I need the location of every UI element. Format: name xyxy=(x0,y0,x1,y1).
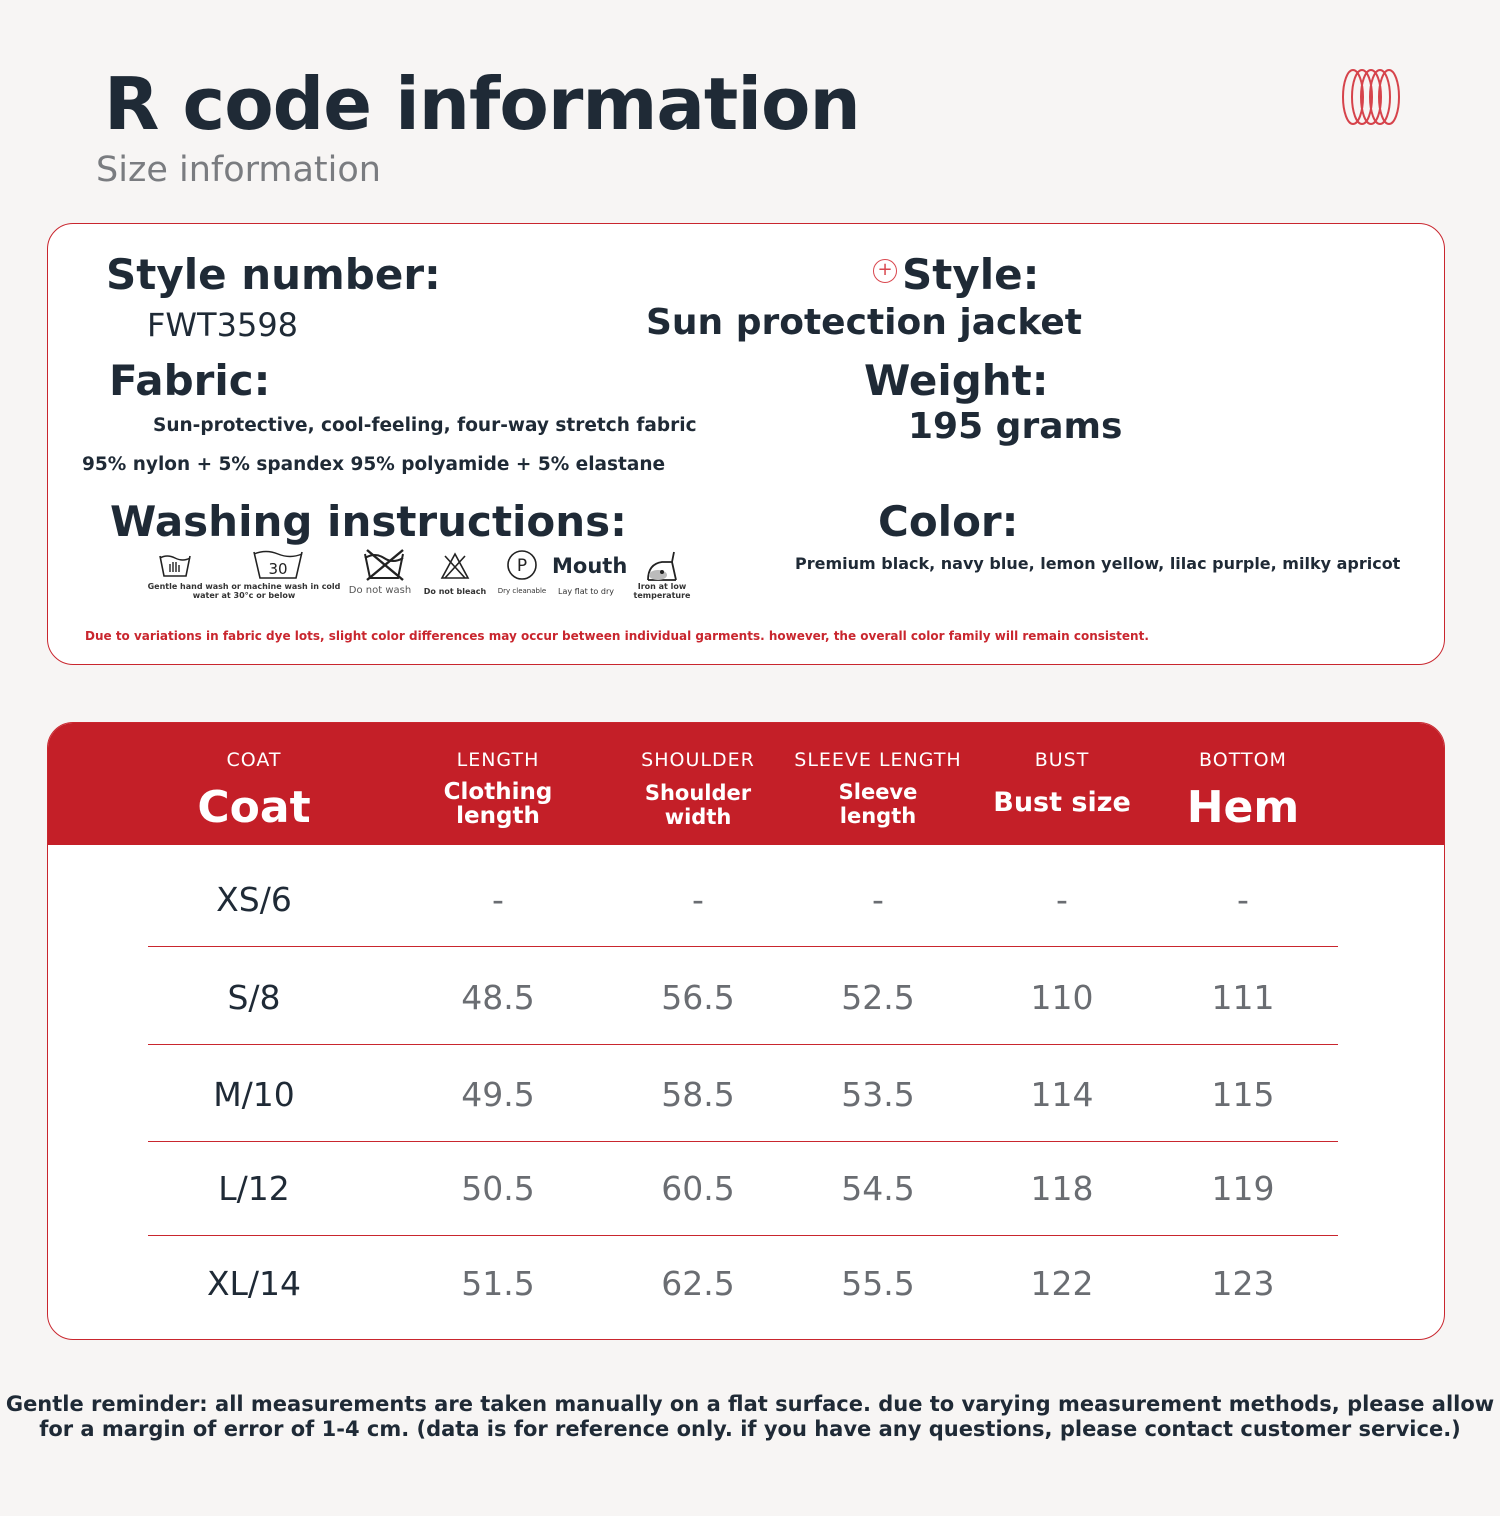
shoulder-cell: - xyxy=(692,880,704,919)
sleeve-cell: 55.5 xyxy=(841,1264,915,1303)
table-row xyxy=(148,1048,1338,1142)
dye-lot-disclaimer: Due to variations in fabric dye lots, slight color differences may occur between individual garments. however, the overall color family will remain consistent. xyxy=(85,629,1149,643)
hem-cell: 115 xyxy=(1211,1075,1275,1114)
hem-cell: - xyxy=(1237,880,1249,919)
col-header-en: LENGTH xyxy=(456,749,540,771)
shoulder-cell: 62.5 xyxy=(661,1264,735,1303)
length-cell: 49.5 xyxy=(461,1075,535,1114)
col-header-main: Shoulder width xyxy=(644,781,752,829)
col-header-hem xyxy=(1158,723,1328,845)
shoulder-cell: 56.5 xyxy=(661,978,735,1017)
length-cell: 48.5 xyxy=(461,978,535,1017)
svg-text:30: 30 xyxy=(268,560,288,578)
hem-cell: 111 xyxy=(1211,978,1275,1017)
page-title: R code information xyxy=(104,62,860,146)
col-header-bust xyxy=(978,723,1146,845)
product-info-card xyxy=(47,223,1445,665)
bust-cell: 118 xyxy=(1030,1169,1094,1208)
col-header-main: Sleeve length xyxy=(838,780,918,828)
do-not-wash-caption: Do not wash xyxy=(348,585,412,596)
col-header-main: Clothing length xyxy=(443,779,553,829)
sleeve-cell: - xyxy=(872,880,884,919)
do-not-bleach-caption: Do not bleach xyxy=(423,587,487,596)
shoulder-cell: 60.5 xyxy=(661,1169,735,1208)
size-cell: L/12 xyxy=(218,1169,290,1208)
fabric-description: Sun-protective, cool-feeling, four-way stretch fabric xyxy=(153,415,697,436)
col-header-sleeve xyxy=(778,723,978,845)
hem-cell: 123 xyxy=(1211,1264,1275,1303)
svg-text:P: P xyxy=(516,556,528,576)
col-header-main: Hem xyxy=(1186,782,1300,833)
bust-cell: 122 xyxy=(1030,1264,1094,1303)
color-label: Color: xyxy=(878,497,1019,546)
shoulder-cell: 58.5 xyxy=(661,1075,735,1114)
length-cell: - xyxy=(492,880,504,919)
dry-clean-caption: Dry cleanable xyxy=(497,587,547,595)
col-header-en: BUST xyxy=(1034,749,1090,771)
lay-flat-caption: Lay flat to dry xyxy=(558,587,614,596)
fabric-composition: 95% nylon + 5% spandex 95% polyamide + 5% elastane xyxy=(82,454,666,475)
size-cell: S/8 xyxy=(227,978,281,1017)
col-header-en: BOTTOM xyxy=(1199,749,1287,771)
bust-cell: 114 xyxy=(1030,1075,1094,1114)
size-cell: M/10 xyxy=(213,1075,295,1114)
sleeve-cell: 53.5 xyxy=(841,1075,915,1114)
do-not-bleach-icon xyxy=(440,552,470,580)
hand-wash-caption: Gentle hand wash or machine wash in cold water at 30°c or below xyxy=(147,582,341,600)
size-cell: XL/14 xyxy=(206,1264,302,1303)
style-value: Sun protection jacket xyxy=(646,302,1082,343)
iron-low-caption: Iron at low temperature xyxy=(633,582,691,600)
fabric-label: Fabric: xyxy=(109,356,271,405)
reminder-line-1: Gentle reminder: all measurements are taken manually on a flat surface. due to varying measurement methods, please allow xyxy=(5,1392,1495,1416)
washing-label: Washing instructions: xyxy=(110,497,627,546)
table-row xyxy=(148,1237,1338,1331)
length-cell: 50.5 xyxy=(461,1169,535,1208)
col-header-main: Bust size xyxy=(993,787,1131,818)
hand-wash-icon xyxy=(158,550,192,578)
col-header-coat xyxy=(168,723,340,845)
dry-clean-icon xyxy=(506,549,538,581)
style-number-label: Style number: xyxy=(106,250,441,299)
plus-circle-icon: + xyxy=(873,259,897,283)
style-number-value: FWT3598 xyxy=(147,306,299,344)
do-not-wash-icon xyxy=(361,548,407,582)
bust-cell: 110 xyxy=(1030,978,1094,1017)
col-header-en: SHOULDER xyxy=(641,749,755,771)
col-header-main: Coat xyxy=(197,782,311,833)
sleeve-cell: 54.5 xyxy=(841,1169,915,1208)
wash-30-icon xyxy=(252,548,304,580)
color-value: Premium black, navy blue, lemon yellow, lilac purple, milky apricot xyxy=(795,554,1401,573)
table-row xyxy=(148,853,1338,947)
weight-value: 195 grams xyxy=(908,406,1123,447)
bust-cell: - xyxy=(1056,880,1068,919)
measurement-reminder xyxy=(0,1392,1500,1442)
col-header-length xyxy=(408,723,588,845)
page-subtitle: Size information xyxy=(96,150,381,190)
size-cell: XS/6 xyxy=(216,880,292,919)
weight-label: Weight: xyxy=(864,356,1049,405)
rings-icon xyxy=(1336,62,1406,132)
style-label: Style: xyxy=(902,250,1040,299)
col-header-shoulder xyxy=(608,723,788,845)
table-row xyxy=(148,1142,1338,1236)
col-header-en: SLEEVE LENGTH xyxy=(794,749,962,771)
hem-cell: 119 xyxy=(1211,1169,1275,1208)
sleeve-cell: 52.5 xyxy=(841,978,915,1017)
mouth-label: Mouth xyxy=(552,554,628,578)
length-cell: 51.5 xyxy=(461,1264,535,1303)
col-header-en: COAT xyxy=(226,749,282,771)
size-table xyxy=(47,722,1445,1340)
table-row xyxy=(148,951,1338,1045)
reminder-line-2: for a margin of error of 1-4 cm. (data is for reference only. if you have any questions, please contact customer service.) xyxy=(39,1417,1461,1441)
